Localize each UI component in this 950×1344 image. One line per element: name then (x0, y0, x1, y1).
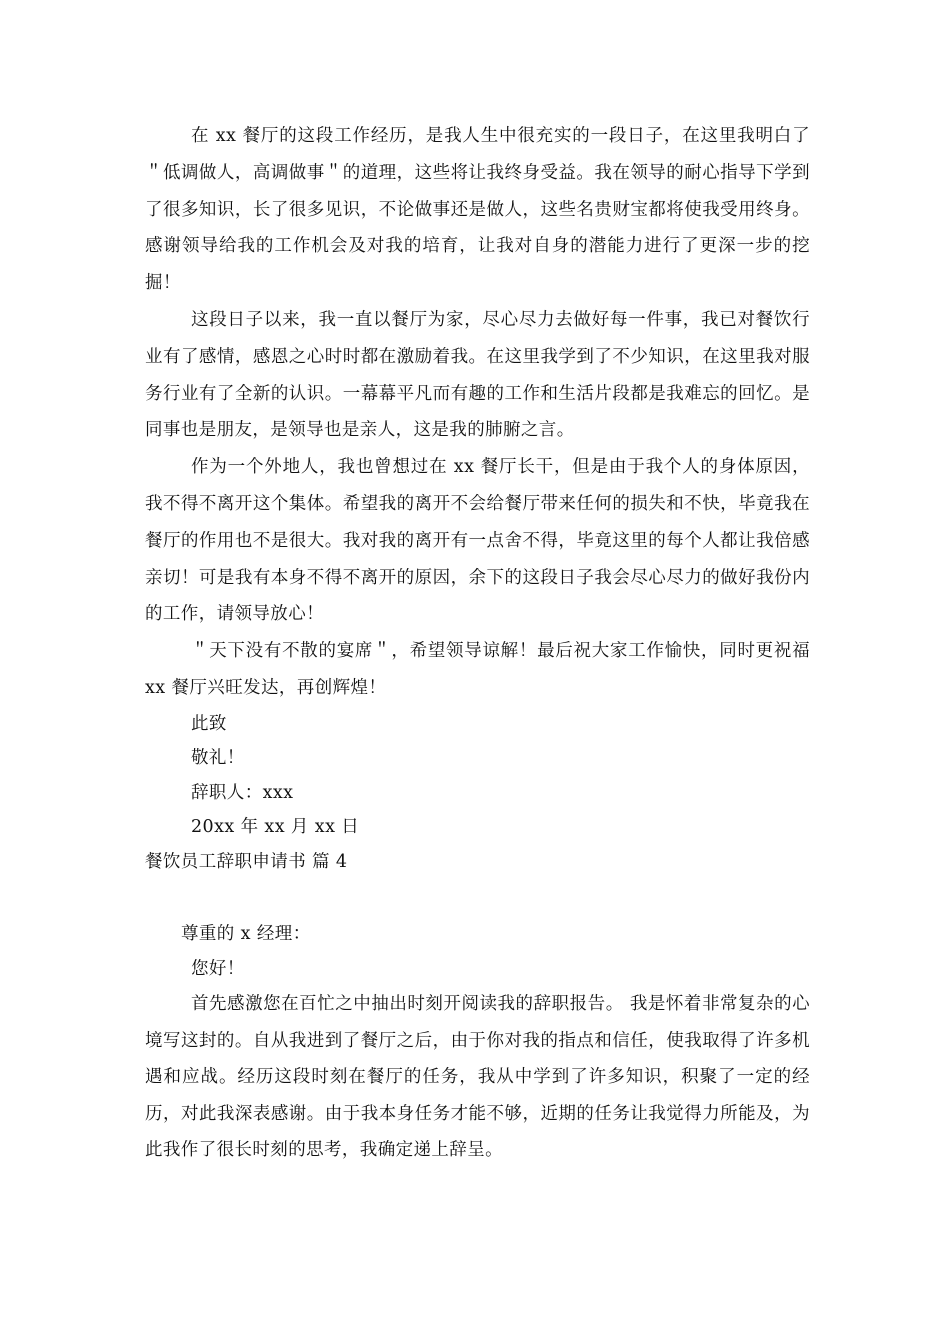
body-paragraph-4: ＂天下没有不散的宴席＂，希望领导谅解！最后祝大家工作愉快，同时更祝福 xx 餐厅兴旺发达，再创辉煌！ (145, 641, 810, 698)
greeting: 您好！ (191, 958, 245, 979)
closing-line-1: 此致 (191, 713, 227, 734)
body-paragraph-2: 这段日子以来，我一直以餐厅为家，尽心尽力去做好每一件事，我已对餐饮行业有了感情，感恩之心时时都在激励着我。在这里我学到了不少知识，在这里我对服务行业有了全新的认识。一幕幕平凡而有趣的工作和生活片段都是我难忘的回忆。是同事也是朋友，是领导也是亲人，这是我的肺腑之言。 (145, 309, 810, 441)
body-paragraph-1: 在 xx 餐厅的这段工作经历，是我人生中很充实的一段日子，在这里我明白了＂低调做人，高调做事＂的道理，这些将让我终身受益。我在领导的耐心指导下学到了很多知识，长了很多见识，不论做事还是做人，这些名贵财宝都将使我受用终身。感谢领导给我的工作机会及对我的培育，让我对自身的潜能力进行了更深一步的挖掘！ (145, 126, 810, 294)
document-page (145, 118, 810, 1169)
signer-line: 辞职人：xxx (191, 782, 294, 803)
body-paragraph-3: 作为一个外地人，我也曾想过在 xx 餐厅长干，但是由于我个人的身体原因，我不得不离开这个集体。希望我的离开不会给餐厅带来任何的损失和不快，毕竟我在餐厅的作用也不是很大。我对我的离开有一点舍不得，毕竟这里的每个人都让我倍感亲切！可是我有本身不得不离开的原因，余下的这段日子我会尽心尽力的做好我份内的工作，请领导放心！ (145, 457, 810, 625)
date-line: 20xx 年 xx 月 xx 日 (191, 817, 360, 838)
salutation: 尊重的 x 经理： (181, 924, 311, 945)
section-heading: 餐饮员工辞职申请书 篇 4 (145, 851, 348, 872)
closing-line-2: 敬礼！ (191, 748, 245, 769)
body-paragraph-5: 首先感激您在百忙之中抽出时刻开阅读我的辞职报告。 我是怀着非常复杂的心境写这封的。自从我进到了餐厅之后，由于你对我的指点和信任，使我取得了许多机遇和应战。经历这段时刻在餐厅的任务，我从中学到了许多知识，积聚了一定的经历，对此我深表感谢。由于我本身任务才能不够，近期的任务让我觉得力所能及，为此我作了很长时刻的思考，我确定递上辞呈。 (145, 994, 810, 1161)
